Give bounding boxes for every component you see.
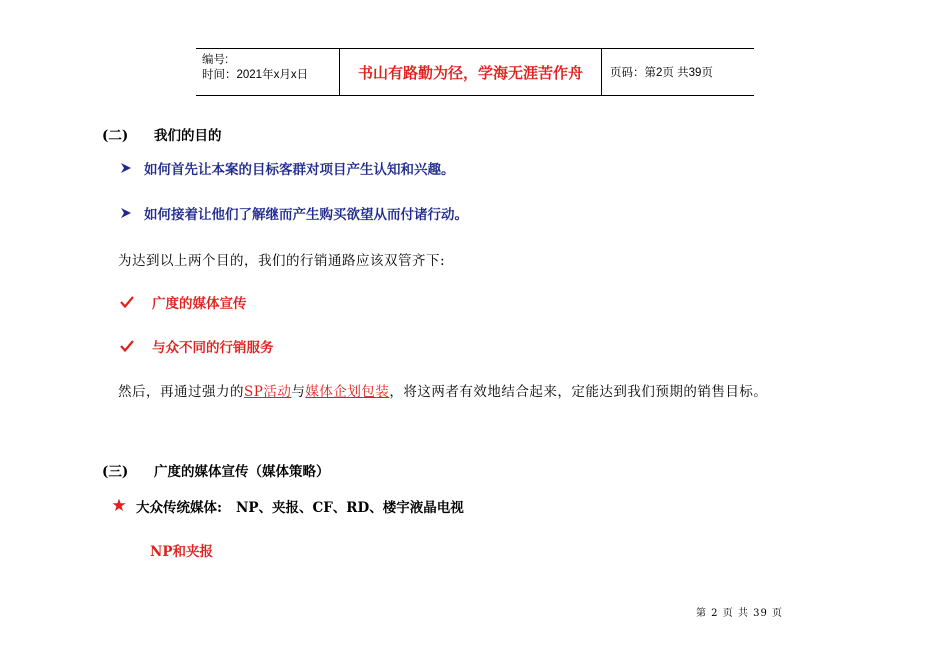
header-motto: 书山有路勤为径，学海无涯苦作舟 [340, 49, 602, 95]
channel-item-2 [120, 336, 274, 356]
code-label: 编号: [202, 54, 229, 66]
arrow-right-icon [120, 162, 144, 178]
media-planning-link[interactable]: 媒体企划包装 [305, 384, 390, 400]
section-2-number: (二) [102, 128, 129, 144]
goal-item-1 [120, 158, 455, 178]
summary-paragraph [118, 380, 767, 400]
channel-text: 与众不同的行销服务 [152, 340, 274, 356]
section-3-heading [102, 460, 330, 480]
time-label: 时间：2021年x月x日 [202, 69, 309, 81]
channel-text: 广度的媒体宣传 [152, 296, 247, 312]
media-line [112, 496, 464, 516]
section-2-heading [102, 124, 222, 144]
np-subheading: NP和夹报 [150, 544, 213, 560]
section-3-title: 广度的媒体宣传（媒体策略） [154, 464, 330, 480]
arrow-right-icon [120, 207, 144, 223]
goal-text: 如何首先让本案的目标客群对项目产生认知和兴趣。 [144, 162, 455, 178]
section-3-number: (三) [102, 464, 129, 480]
summary-prefix: 然后，再通过强力的 [118, 384, 244, 400]
star-icon [112, 498, 136, 516]
header-page-label: 页码：第2页 共39页 [610, 67, 713, 79]
goal-item-2 [120, 203, 468, 223]
media-label: 大众传统媒体: [136, 500, 222, 516]
page-header [196, 48, 754, 96]
goal-text: 如何接着让他们了解继而产生购买欲望从而付诸行动。 [144, 207, 468, 223]
media-list: NP、夹报、CF、RD、楼宇液晶电视 [235, 500, 464, 516]
checkmark-icon [120, 340, 144, 356]
checkmark-icon [120, 296, 144, 312]
sp-activity-link[interactable]: SP活动 [244, 384, 292, 400]
summary-suffix: ，将这两者有效地结合起来，定能达到我们预期的销售目标。 [389, 384, 768, 400]
channel-item-1 [120, 292, 247, 312]
summary-mid: 与 [291, 384, 306, 400]
header-meta [196, 49, 340, 95]
intro-paragraph: 为达到以上两个目的，我们的行销通路应该双管齐下: [118, 253, 446, 269]
page-footer: 第 2 页 共 39 页 [696, 608, 783, 619]
section-2-title: 我们的目的 [154, 128, 222, 144]
